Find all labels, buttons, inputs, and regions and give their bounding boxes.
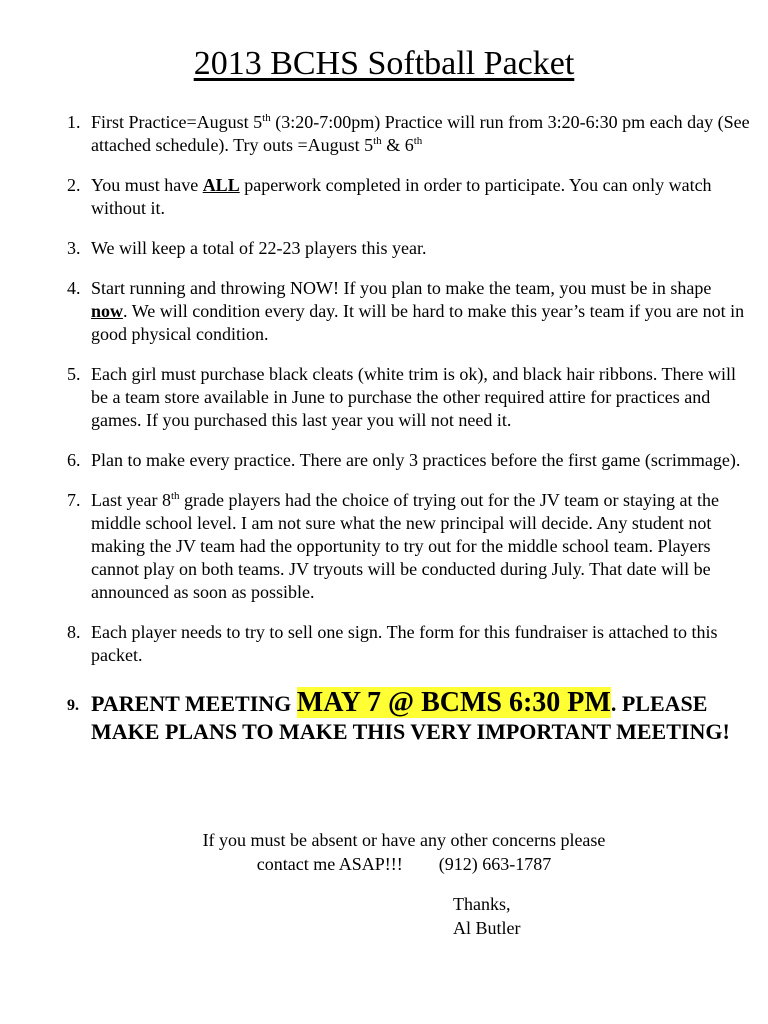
list-item — [67, 111, 752, 157]
meeting-notice: PARENT MEETING MAY 7 @ BCMS 6:30 PM. PLEASE MAKE PLANS TO MAKE THIS VERY IMPORTANT MEETING! — [91, 687, 730, 744]
item-number: 8. — [67, 622, 81, 642]
item-number: 3. — [67, 238, 81, 258]
list-item — [67, 174, 752, 220]
item-text: Last year 8th grade players had the choice of trying out for the JV team or staying at the middle school level. I am not sure what the new principal will decide. Any student not making the JV team had the opportunity to try out for the middle school team. Players cannot play on both teams. JV tryouts will be conducted during July. That date will be announced as soon as possible. — [91, 490, 720, 602]
meeting-highlight: MAY 7 @ BCMS 6:30 PM — [296, 687, 611, 718]
list-item — [67, 363, 752, 432]
parent-meeting-item — [67, 689, 752, 746]
signoff — [453, 892, 521, 940]
item-text: We will keep a total of 22-23 players this year. — [91, 238, 427, 258]
list-item — [67, 449, 752, 472]
page-title: 2013 BCHS Softball Packet — [193, 45, 575, 82]
list-item — [67, 489, 752, 604]
instructions-list — [67, 111, 752, 763]
item-number: 2. — [67, 175, 81, 195]
item-number: 4. — [67, 278, 81, 298]
item-text: You must have ALL paperwork completed in order to participate. You can only watch without it. — [91, 175, 712, 218]
emphasis-text: now — [91, 301, 124, 321]
item-number: 9. — [67, 697, 79, 714]
list-item — [67, 277, 752, 346]
item-number: 5. — [67, 364, 81, 384]
closing-line-1: If you must be absent or have any other concerns please — [202, 830, 606, 850]
item-text: Start running and throwing NOW! If you plan to make the team, you must be in shape now. We will condition every day. It will be hard to make this year’s team if you are not in good physical condition. — [91, 278, 745, 344]
emphasis-text: ALL — [202, 175, 240, 195]
closing-note — [0, 828, 768, 876]
item-text: Each girl must purchase black cleats (white trim is ok), and black hair ribbons. There will be a team store available in June to purchase the other required attire for practices and games. If you purchased this last year you will not need it. — [91, 364, 736, 430]
signer-name: Al Butler — [453, 918, 521, 938]
item-number: 1. — [67, 112, 81, 132]
item-text: Plan to make every practice. There are only 3 practices before the first game (scrimmage). — [91, 450, 741, 470]
thanks-text: Thanks, — [453, 894, 511, 914]
item-text: Each player needs to try to sell one sign. The form for this fundraiser is attached to this packet. — [91, 622, 718, 665]
closing-line-2: contact me ASAP!!! (912) 663-1787 — [256, 854, 552, 874]
list-item — [67, 237, 752, 260]
list-item — [67, 621, 752, 667]
item-number: 6. — [67, 450, 81, 470]
item-number: 7. — [67, 490, 81, 510]
item-text: First Practice=August 5th (3:20-7:00pm) Practice will run from 3:20-6:30 pm each day (See attached schedule). Try outs =August 5th & 6th — [91, 112, 750, 155]
